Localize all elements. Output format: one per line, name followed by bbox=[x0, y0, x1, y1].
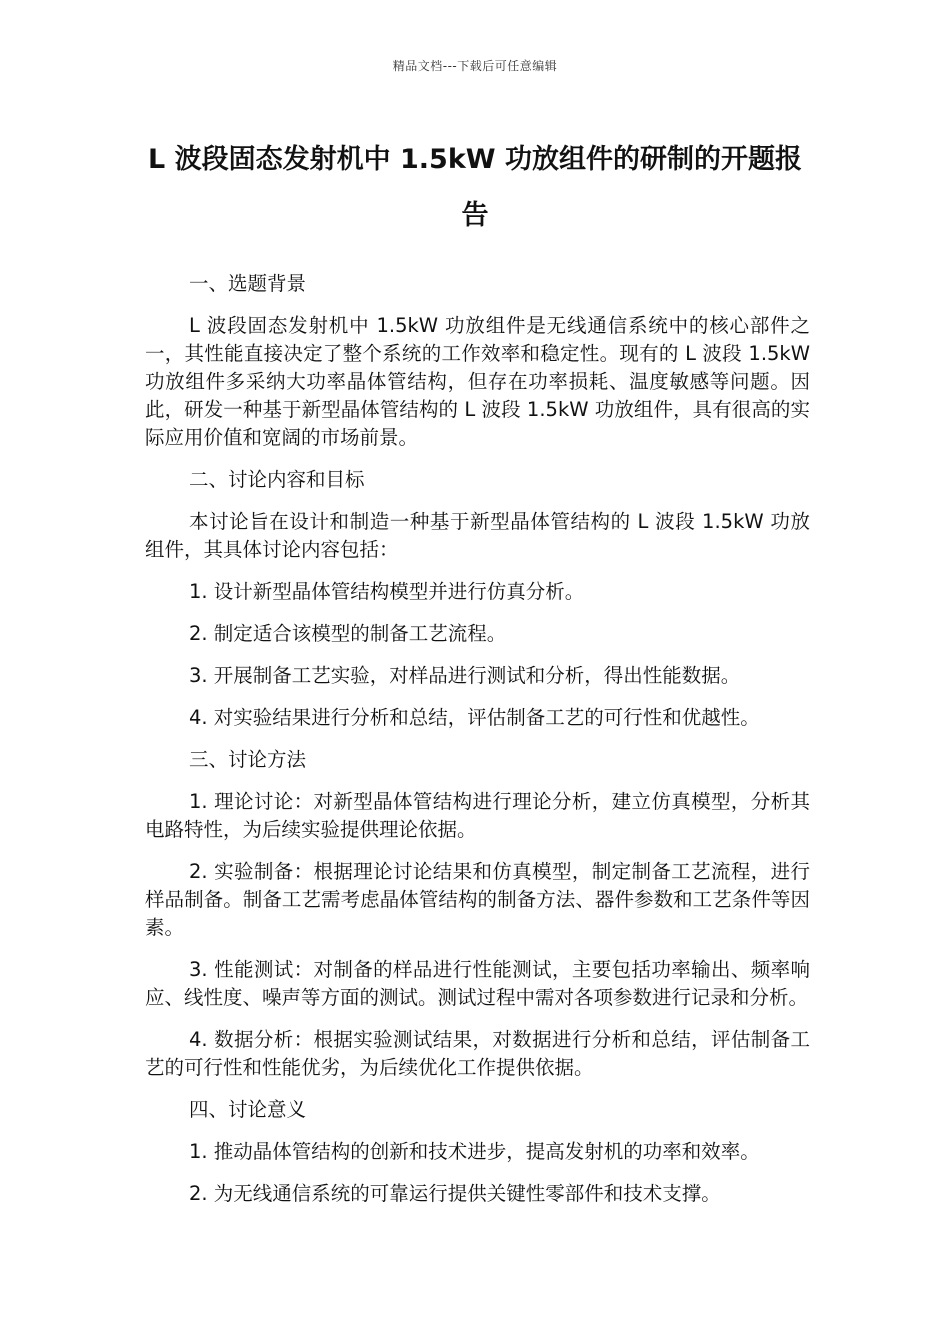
document-title: L 波段固态发射机中 1.5kW 功放组件的研制的开题报告 bbox=[148, 144, 802, 231]
list-item-significance-1: 1. 推动晶体管结构的创新和技术进步，提高发射机的功率和效率。 bbox=[189, 1140, 760, 1163]
list-item-method-1: 1. 理论讨论：对新型晶体管结构进行理论分析，建立仿真模型，分析其电路特性，为后续实验提供理论依据。 bbox=[145, 790, 810, 841]
section-heading-methods: 三、讨论方法 bbox=[189, 748, 307, 771]
list-item-significance-2: 2. 为无线通信系统的可靠运行提供关键性零部件和技术支撑。 bbox=[189, 1182, 721, 1205]
list-item-content-1: 1. 设计新型晶体管结构模型并进行仿真分析。 bbox=[189, 580, 585, 603]
page-header-note: 精品文档---下载后可任意编辑 bbox=[392, 59, 558, 73]
list-item-content-3: 3. 开展制备工艺实验，对样品进行测试和分析，得出性能数据。 bbox=[189, 664, 741, 687]
section-heading-background: 一、选题背景 bbox=[189, 272, 307, 295]
list-item-content-2: 2. 制定适合该模型的制备工艺流程。 bbox=[189, 622, 507, 645]
list-item-content-4: 4. 对实验结果进行分析和总结，评估制备工艺的可行性和优越性。 bbox=[189, 706, 760, 729]
list-item-method-2: 2. 实验制备：根据理论讨论结果和仿真模型，制定制备工艺流程，进行样品制备。制备工艺需考虑晶体管结构的制备方法、器件参数和工艺条件等因素。 bbox=[145, 860, 810, 939]
section-heading-content-goals: 二、讨论内容和目标 bbox=[189, 468, 365, 491]
paragraph-background: L 波段固态发射机中 1.5kW 功放组件是无线通信系统中的核心部件之一，其性能直接决定了整个系统的工作效率和稳定性。现有的 L 波段 1.5kW 功放组件多采纳大功率晶体管结构，但存在功率损耗、温度敏感等问题。因此，研发一种基于新型晶体管结构的 L 波段 1.5kW 功放组件，具有很高的实际应用价值和宽阔的市场前景。 bbox=[145, 314, 810, 449]
list-item-method-4: 4. 数据分析：根据实验测试结果，对数据进行分析和总结，评估制备工艺的可行性和性能优劣，为后续优化工作提供依据。 bbox=[145, 1028, 810, 1079]
document-body bbox=[145, 270, 810, 1222]
list-item-method-3: 3. 性能测试：对制备的样品进行性能测试，主要包括功率输出、频率响应、线性度、噪声等方面的测试。测试过程中需对各项参数进行记录和分析。 bbox=[145, 958, 810, 1009]
paragraph-content-intro: 本讨论旨在设计和制造一种基于新型晶体管结构的 L 波段 1.5kW 功放组件，其具体讨论内容包括： bbox=[145, 510, 810, 561]
section-heading-significance: 四、讨论意义 bbox=[189, 1098, 307, 1121]
